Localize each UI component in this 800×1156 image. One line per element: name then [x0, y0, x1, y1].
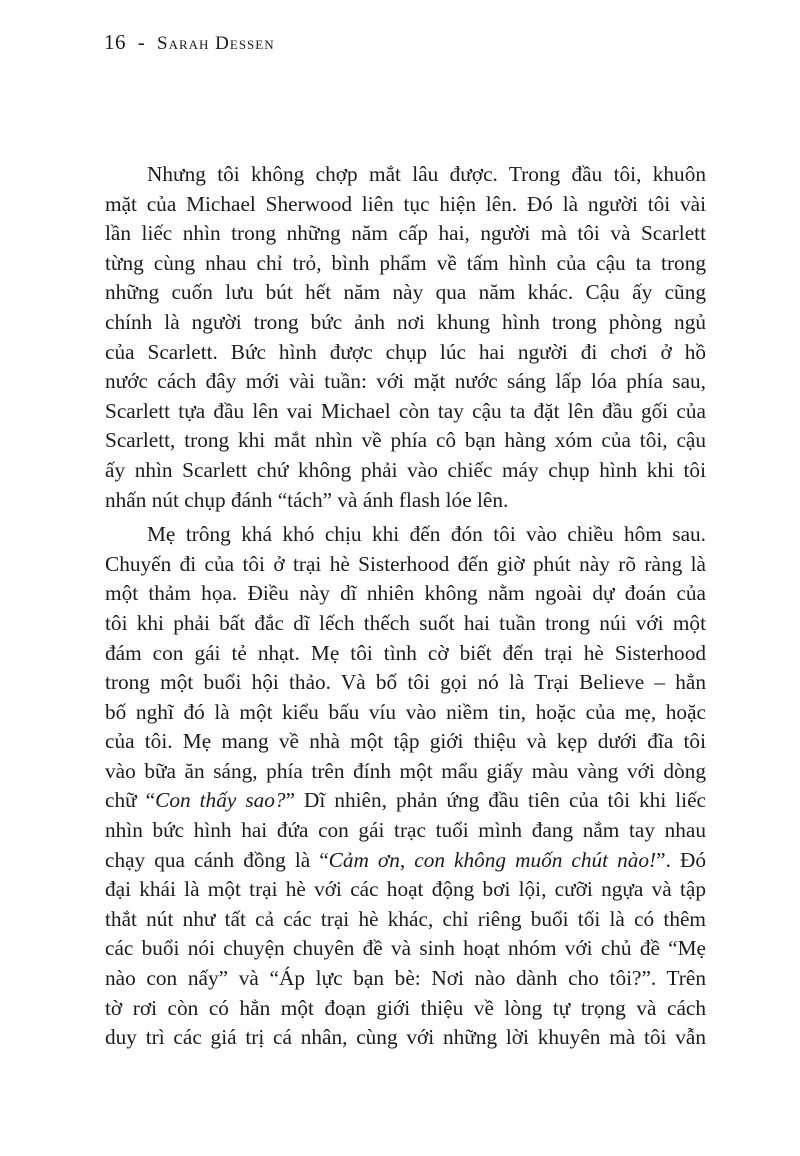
text-segment: Scarlett tựa đầu lên vai Michael còn tay cậu ta đặt lên đầu gối của [105, 398, 706, 423]
paragraph [105, 160, 706, 515]
text-segment: nước cách đây mới vài tuần: với mặt nước sáng lấp lóa phía sau, [105, 369, 706, 394]
text-segment: mặt của Michael Sherwood liên tục hiện lên. Đó là người tôi vài [105, 191, 706, 216]
text-line [105, 338, 706, 368]
page-number: 16 [104, 30, 126, 54]
text-line [105, 875, 706, 905]
text-segment: nào con nấy” và “Áp lực bạn bè: Nơi nào dành cho tôi?”. Trên [105, 966, 706, 991]
text-segment: lần liếc nhìn trong những năm cấp hai, người mà tôi và Scarlett [105, 221, 706, 246]
text-segment: tôi khi phải bất đắc dĩ lếch thếch suốt hai tuần trong núi với một [105, 610, 706, 635]
text-line [105, 397, 706, 427]
text-segment: Chuyến đi của tôi ở trại hè Sisterhood đến giờ phút này rõ ràng là [105, 551, 706, 576]
text-line [105, 278, 706, 308]
text-segment: đám con gái tẻ nhạt. Mẹ tôi tình cờ biết đến trại hè Sisterhood [105, 640, 706, 665]
italic-text: Con thấy sao? [155, 788, 286, 813]
text-line [105, 190, 706, 220]
text-line [105, 367, 706, 397]
running-header [104, 30, 275, 55]
text-line [105, 219, 706, 249]
text-line [105, 934, 706, 964]
text-line [105, 308, 706, 338]
text-segment: nhấn nút chụp đánh “tách” và ánh flash lóe lên. [105, 487, 509, 512]
text-line [105, 757, 706, 787]
text-segment: một thảm họa. Điều này dĩ nhiên không nằm ngoài dự đoán của [105, 581, 706, 606]
text-segment: của tôi. Mẹ mang về nhà một tập giới thiệu và kẹp dưới đĩa tôi [105, 729, 706, 754]
text-segment: đại khái là một trại hè với các hoạt động bơi lội, cưỡi ngựa và tập [105, 877, 706, 902]
header-separator: - [137, 30, 146, 54]
text-segment: chạy qua cánh đồng là “ [105, 847, 329, 872]
text-line [105, 550, 706, 580]
text-segment: từng cùng nhau chỉ trỏ, bình phẩm về tấm hình của cậu ta trong [105, 250, 706, 275]
text-segment: Nhưng tôi không chợp mắt lâu được. Trong đầu tôi, khuôn [147, 162, 706, 186]
page-body-text [105, 160, 706, 1058]
text-line [105, 905, 706, 935]
text-segment: vào bữa ăn sáng, phía trên đính một mẩu giấy màu vàng với dòng [105, 758, 706, 783]
text-segment: những cuốn lưu bút hết năm này qua năm khác. Cậu ấy cũng [105, 280, 706, 305]
italic-text: Cảm ơn, con không muốn chút nào! [328, 847, 657, 872]
text-segment: ấy nhìn Scarlett chứ không phải vào chiếc máy chụp hình khi tôi [105, 457, 706, 482]
text-line [105, 668, 706, 698]
text-segment: của Scarlett. Bức hình được chụp lúc hai người đi chơi ở hồ [105, 339, 706, 364]
text-line [105, 964, 706, 994]
text-line [105, 1023, 706, 1053]
text-line [105, 456, 706, 486]
text-segment: nhìn bức hình hai đứa con gái trạc tuổi mình đang nắm tay nhau [105, 818, 706, 843]
text-line [105, 786, 706, 816]
text-line [105, 994, 706, 1024]
text-segment: tờ rơi còn có hẳn một đoạn giới thiệu về lòng tự trọng và cách [105, 995, 706, 1020]
text-segment: thắt nút như tất cả các trại hè khác, chỉ riêng buổi tối là có thêm [105, 906, 706, 931]
text-line [105, 639, 706, 669]
text-line [105, 520, 706, 550]
text-segment: ”. Đó [656, 847, 706, 872]
text-line [105, 426, 706, 456]
text-line [105, 698, 706, 728]
text-segment: Scarlett, trong khi mắt nhìn về phía cô bạn hàng xóm của tôi, cậu [105, 428, 706, 453]
text-line [105, 486, 706, 516]
author-name: Sarah Dessen [157, 33, 275, 54]
text-line [105, 846, 706, 876]
text-segment: duy trì các giá trị cá nhân, cùng với những lời khuyên mà tôi vẫn [105, 1025, 706, 1050]
text-line [105, 160, 706, 190]
text-segment: các buổi nói chuyện chuyên đề và sinh hoạt nhóm với chủ đề “Mẹ [105, 936, 706, 961]
text-segment: bố nghĩ đó là một kiểu bấu víu vào niềm tin, hoặc của mẹ, hoặc [105, 699, 706, 724]
text-line [105, 727, 706, 757]
text-segment: trong một buổi hội thảo. Và bố tôi gọi nó là Trại Believe – hẳn [105, 670, 706, 695]
text-segment: ” Dĩ nhiên, phản ứng đầu tiên của tôi khi liếc [285, 788, 707, 813]
text-line [105, 816, 706, 846]
paragraph [105, 520, 706, 1053]
text-segment: Mẹ trông khá khó chịu khi đến đón tôi vào chiều hôm sau. [147, 522, 706, 547]
text-line [105, 609, 706, 639]
text-line [105, 249, 706, 279]
text-segment: chữ “ [105, 788, 156, 813]
text-line [105, 579, 706, 609]
text-segment: chính là người trong bức ảnh nơi khung hình trong phòng ngủ [105, 309, 706, 334]
